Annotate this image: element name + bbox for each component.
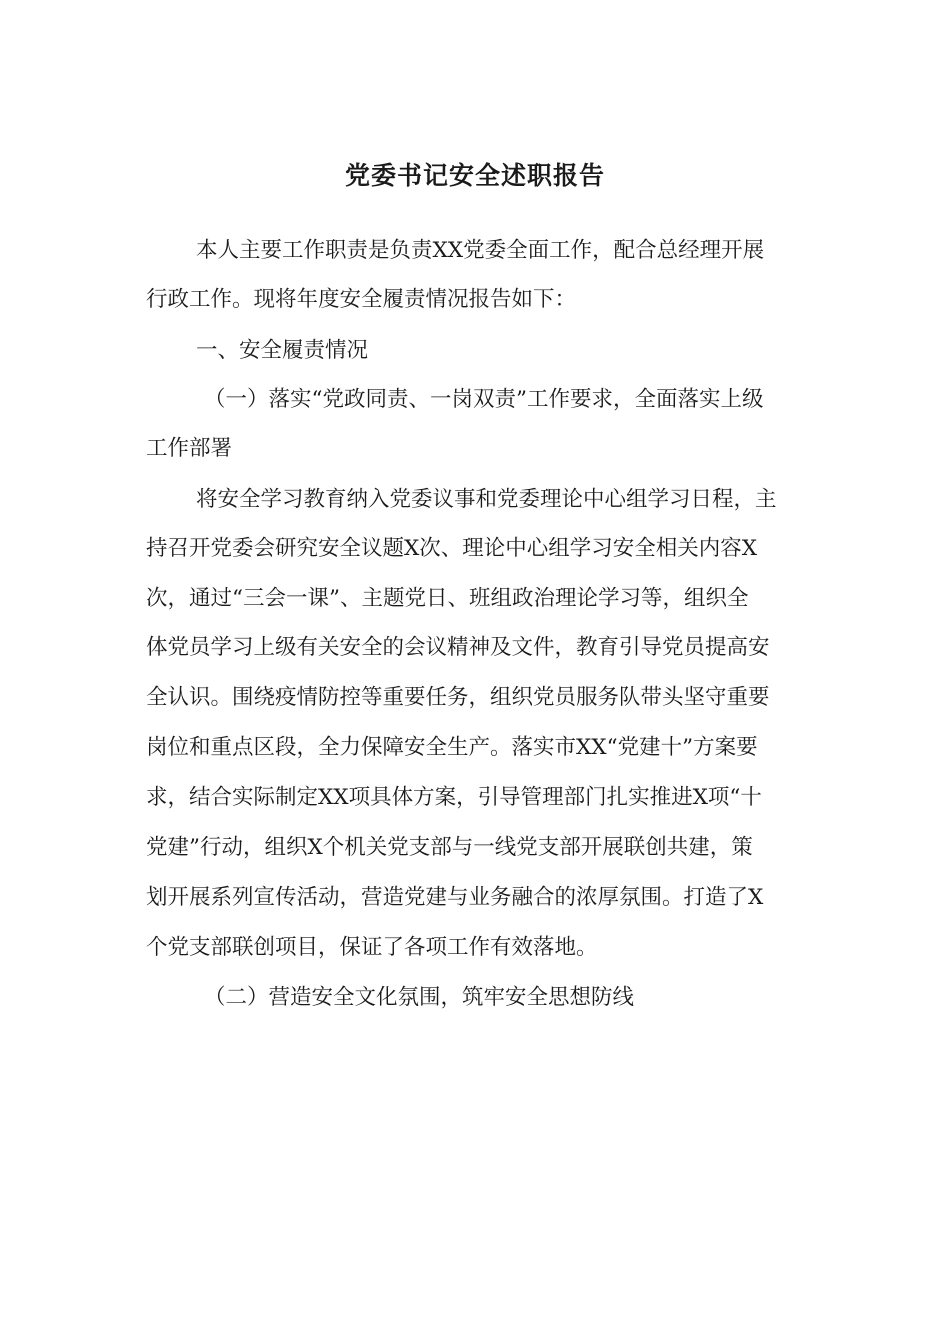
- paragraph-line: 体党员学习上级有关安全的会议精神及文件，教育引导党员提高安: [146, 635, 770, 660]
- paragraph-line: 将安全学习教育纳入党委议事和党委理论中心组学习日程，主: [196, 487, 777, 512]
- paragraph-line: 全认识。围绕疫情防控等重要任务，组织党员服务队带头坚守重要: [146, 685, 770, 710]
- subsection-heading-continued: 工作部署: [146, 436, 233, 461]
- paragraph-line: 行政工作。现将年度安全履责情况报告如下：: [146, 287, 577, 312]
- paragraph-line: 求，结合实际制定XX项具体方案，引导管理部门扎实推进X项“十: [146, 785, 762, 810]
- paragraph-line: 划开展系列宣传活动，营造党建与业务融合的浓厚氛围。打造了X: [146, 885, 764, 910]
- section-heading: 一、安全履责情况: [196, 338, 369, 363]
- subsection-heading: （二）营造安全文化氛围，筑牢安全思想防线: [204, 985, 635, 1010]
- paragraph-line: 岗位和重点区段，全力保障安全生产。落实市XX“党建十”方案要: [146, 735, 758, 760]
- paragraph-line: 持召开党委会研究安全议题X次、理论中心组学习安全相关内容X: [146, 536, 758, 561]
- paragraph-line: 本人主要工作职责是负责XX党委全面工作，配合总经理开展: [196, 238, 765, 263]
- document-title: 党委书记安全述职报告: [344, 161, 605, 190]
- paragraph-line: 个党支部联创项目，保证了各项工作有效落地。: [146, 935, 598, 960]
- subsection-heading: （一）落实“党政同责、一岗双责”工作要求，全面落实上级: [204, 387, 764, 412]
- paragraph-line: 党建”行动，组织X个机关党支部与一线党支部开展联创共建，策: [146, 835, 753, 860]
- paragraph-line: 次，通过“三会一课”、主题党日、班组政治理论学习等，组织全: [146, 586, 749, 611]
